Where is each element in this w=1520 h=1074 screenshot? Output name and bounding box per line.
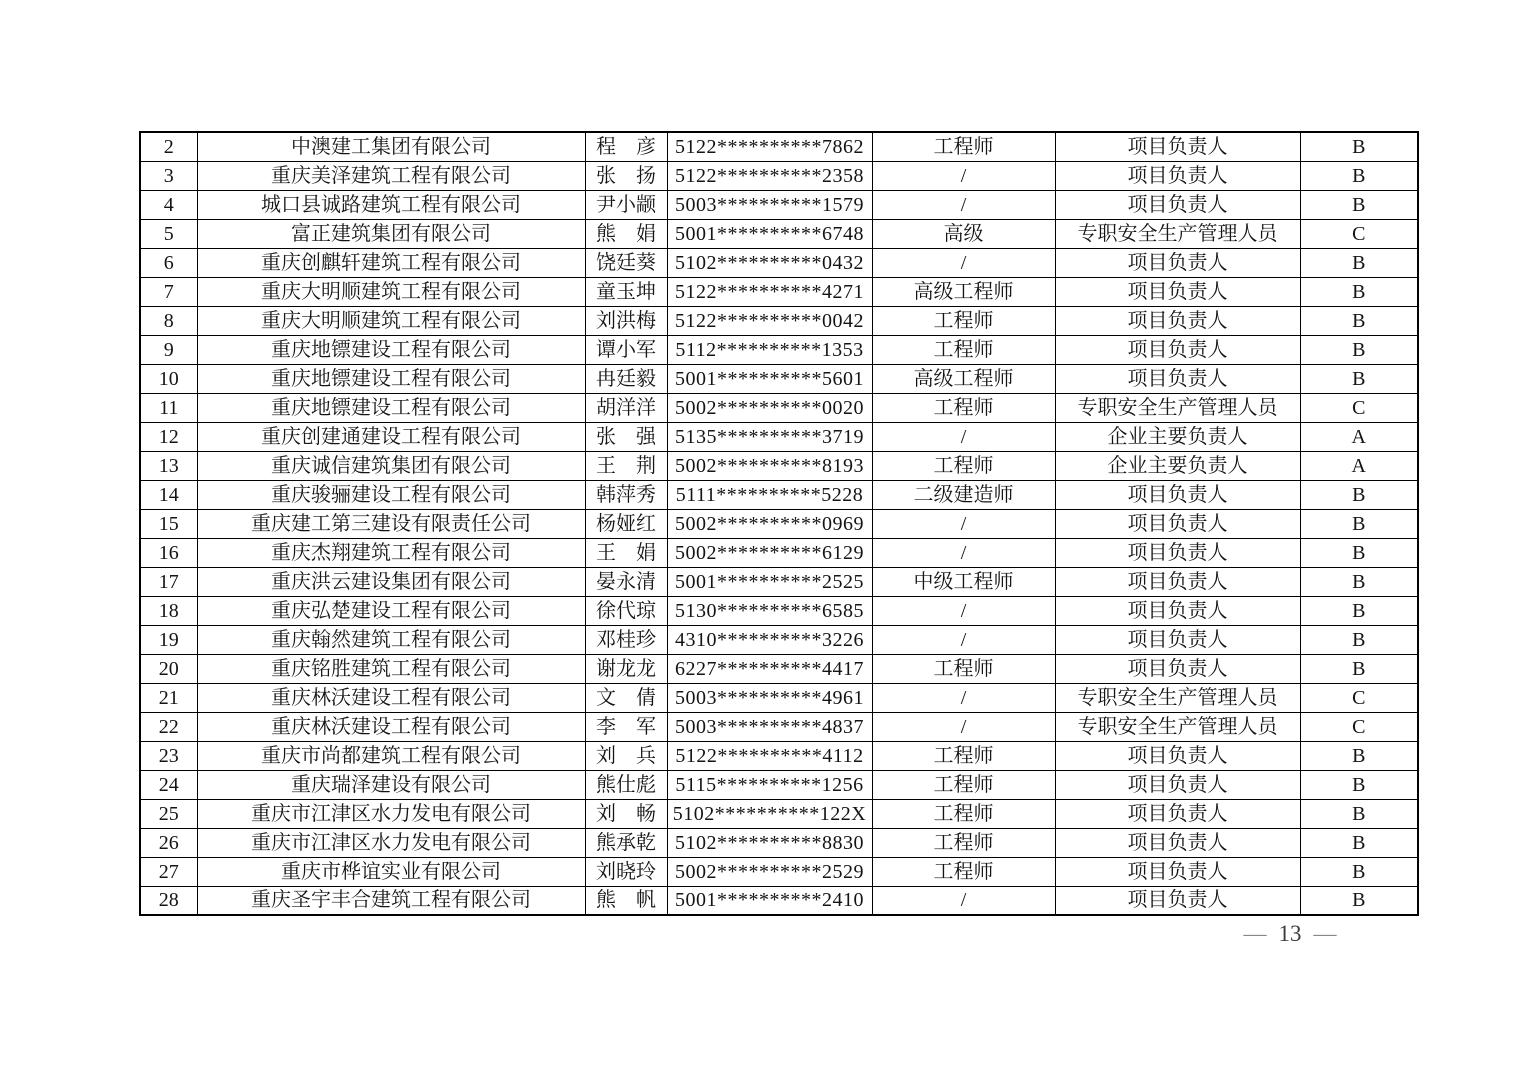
cell-role: 项目负责人 — [1055, 857, 1300, 886]
table-row — [140, 741, 1418, 770]
cell-grade: B — [1300, 567, 1418, 596]
cell-grade: B — [1300, 335, 1418, 364]
cell-grade: B — [1300, 277, 1418, 306]
footer-dash-left: — — [1243, 921, 1267, 946]
cell-company-name: 重庆创麒轩建筑工程有限公司 — [197, 248, 585, 277]
cell-person-name: 徐代琼 — [585, 596, 667, 625]
cell-row-number: 27 — [140, 857, 197, 886]
personnel-roster-table — [139, 131, 1419, 916]
table-row — [140, 277, 1418, 306]
cell-row-number: 6 — [140, 248, 197, 277]
cell-person-name: 晏永清 — [585, 567, 667, 596]
cell-professional-title: 工程师 — [872, 799, 1055, 828]
cell-role: 项目负责人 — [1055, 248, 1300, 277]
cell-id-number-masked: 5002**********0969 — [667, 509, 872, 538]
cell-role: 项目负责人 — [1055, 654, 1300, 683]
cell-id-number-masked: 5003**********4961 — [667, 683, 872, 712]
cell-row-number: 12 — [140, 422, 197, 451]
cell-id-number-masked: 5102**********8830 — [667, 828, 872, 857]
cell-grade: B — [1300, 248, 1418, 277]
cell-role: 专职安全生产管理人员 — [1055, 712, 1300, 741]
cell-grade: B — [1300, 132, 1418, 161]
cell-professional-title: / — [872, 248, 1055, 277]
cell-grade: B — [1300, 625, 1418, 654]
cell-row-number: 13 — [140, 451, 197, 480]
cell-role: 项目负责人 — [1055, 625, 1300, 654]
cell-grade: C — [1300, 712, 1418, 741]
cell-person-name: 刘 畅 — [585, 799, 667, 828]
cell-professional-title: 工程师 — [872, 132, 1055, 161]
cell-company-name: 重庆大明顺建筑工程有限公司 — [197, 306, 585, 335]
table-row — [140, 712, 1418, 741]
cell-company-name: 重庆瑞泽建设有限公司 — [197, 770, 585, 799]
table-row — [140, 770, 1418, 799]
table-row — [140, 683, 1418, 712]
cell-professional-title: 工程师 — [872, 741, 1055, 770]
cell-role: 项目负责人 — [1055, 770, 1300, 799]
cell-id-number-masked: 5102**********122X — [667, 799, 872, 828]
cell-person-name: 程 彦 — [585, 132, 667, 161]
cell-role: 项目负责人 — [1055, 277, 1300, 306]
cell-role: 项目负责人 — [1055, 567, 1300, 596]
cell-company-name: 重庆杰翔建筑工程有限公司 — [197, 538, 585, 567]
cell-id-number-masked: 5003**********4837 — [667, 712, 872, 741]
cell-company-name: 重庆林沃建设工程有限公司 — [197, 712, 585, 741]
table-row — [140, 625, 1418, 654]
cell-professional-title: 工程师 — [872, 770, 1055, 799]
cell-company-name: 城口县诚路建筑工程有限公司 — [197, 190, 585, 219]
cell-id-number-masked: 5122**********4112 — [667, 741, 872, 770]
cell-id-number-masked: 5102**********0432 — [667, 248, 872, 277]
cell-id-number-masked: 5001**********6748 — [667, 219, 872, 248]
cell-id-number-masked: 5002**********8193 — [667, 451, 872, 480]
cell-professional-title: / — [872, 190, 1055, 219]
cell-id-number-masked: 5112**********1353 — [667, 335, 872, 364]
cell-professional-title: 工程师 — [872, 857, 1055, 886]
cell-professional-title: 二级建造师 — [872, 480, 1055, 509]
cell-company-name: 重庆翰然建筑工程有限公司 — [197, 625, 585, 654]
cell-id-number-masked: 5003**********1579 — [667, 190, 872, 219]
cell-role: 项目负责人 — [1055, 509, 1300, 538]
cell-company-name: 重庆铭胜建筑工程有限公司 — [197, 654, 585, 683]
cell-company-name: 重庆建工第三建设有限责任公司 — [197, 509, 585, 538]
cell-role: 项目负责人 — [1055, 480, 1300, 509]
cell-row-number: 9 — [140, 335, 197, 364]
cell-role: 专职安全生产管理人员 — [1055, 393, 1300, 422]
cell-row-number: 18 — [140, 596, 197, 625]
cell-grade: B — [1300, 306, 1418, 335]
cell-company-name: 重庆弘楚建设工程有限公司 — [197, 596, 585, 625]
cell-professional-title: / — [872, 422, 1055, 451]
cell-company-name: 重庆市尚都建筑工程有限公司 — [197, 741, 585, 770]
cell-role: 项目负责人 — [1055, 828, 1300, 857]
table-row — [140, 828, 1418, 857]
cell-row-number: 10 — [140, 364, 197, 393]
cell-professional-title: / — [872, 538, 1055, 567]
cell-professional-title: 高级工程师 — [872, 277, 1055, 306]
cell-role: 项目负责人 — [1055, 799, 1300, 828]
cell-person-name: 刘洪梅 — [585, 306, 667, 335]
cell-grade: B — [1300, 364, 1418, 393]
cell-row-number: 2 — [140, 132, 197, 161]
cell-grade: B — [1300, 741, 1418, 770]
cell-person-name: 王 荆 — [585, 451, 667, 480]
cell-row-number: 24 — [140, 770, 197, 799]
cell-role: 项目负责人 — [1055, 306, 1300, 335]
cell-row-number: 28 — [140, 886, 197, 915]
cell-company-name: 重庆诚信建筑集团有限公司 — [197, 451, 585, 480]
footer-page-number: 13 — [1278, 921, 1302, 946]
cell-id-number-masked: 5122**********7862 — [667, 132, 872, 161]
cell-professional-title: 高级 — [872, 219, 1055, 248]
footer-dash-right: — — [1313, 921, 1337, 946]
cell-person-name: 熊仕彪 — [585, 770, 667, 799]
cell-person-name: 尹小颛 — [585, 190, 667, 219]
cell-id-number-masked: 5122**********4271 — [667, 277, 872, 306]
cell-grade: B — [1300, 799, 1418, 828]
cell-id-number-masked: 5111**********5228 — [667, 480, 872, 509]
cell-grade: B — [1300, 538, 1418, 567]
cell-role: 项目负责人 — [1055, 190, 1300, 219]
cell-row-number: 7 — [140, 277, 197, 306]
cell-company-name: 重庆林沃建设工程有限公司 — [197, 683, 585, 712]
table-row — [140, 451, 1418, 480]
table-row — [140, 393, 1418, 422]
cell-row-number: 19 — [140, 625, 197, 654]
cell-role: 企业主要负责人 — [1055, 451, 1300, 480]
cell-row-number: 16 — [140, 538, 197, 567]
cell-professional-title: 工程师 — [872, 335, 1055, 364]
table-row — [140, 335, 1418, 364]
cell-row-number: 14 — [140, 480, 197, 509]
cell-role: 项目负责人 — [1055, 538, 1300, 567]
cell-professional-title: 工程师 — [872, 306, 1055, 335]
cell-role: 项目负责人 — [1055, 161, 1300, 190]
cell-id-number-masked: 5115**********1256 — [667, 770, 872, 799]
cell-grade: B — [1300, 857, 1418, 886]
cell-company-name: 重庆地镖建设工程有限公司 — [197, 393, 585, 422]
cell-role: 项目负责人 — [1055, 886, 1300, 915]
cell-company-name: 重庆市桦谊实业有限公司 — [197, 857, 585, 886]
cell-person-name: 熊 娟 — [585, 219, 667, 248]
cell-grade: A — [1300, 451, 1418, 480]
cell-professional-title: 工程师 — [872, 451, 1055, 480]
cell-grade: B — [1300, 190, 1418, 219]
cell-person-name: 王 娟 — [585, 538, 667, 567]
cell-professional-title: / — [872, 683, 1055, 712]
cell-grade: B — [1300, 480, 1418, 509]
cell-person-name: 杨娅红 — [585, 509, 667, 538]
cell-professional-title: / — [872, 596, 1055, 625]
cell-row-number: 22 — [140, 712, 197, 741]
cell-id-number-masked: 5135**********3719 — [667, 422, 872, 451]
cell-row-number: 17 — [140, 567, 197, 596]
cell-grade: C — [1300, 219, 1418, 248]
table-row — [140, 654, 1418, 683]
cell-role: 企业主要负责人 — [1055, 422, 1300, 451]
cell-grade: B — [1300, 596, 1418, 625]
cell-professional-title: / — [872, 712, 1055, 741]
cell-company-name: 重庆骏骊建设工程有限公司 — [197, 480, 585, 509]
cell-role: 项目负责人 — [1055, 741, 1300, 770]
cell-person-name: 谢龙龙 — [585, 654, 667, 683]
cell-person-name: 胡洋洋 — [585, 393, 667, 422]
cell-person-name: 邓桂珍 — [585, 625, 667, 654]
cell-row-number: 15 — [140, 509, 197, 538]
cell-professional-title: / — [872, 625, 1055, 654]
cell-company-name: 富正建筑集团有限公司 — [197, 219, 585, 248]
cell-grade: B — [1300, 161, 1418, 190]
table-body — [140, 132, 1418, 915]
table-row — [140, 364, 1418, 393]
cell-company-name: 重庆美泽建筑工程有限公司 — [197, 161, 585, 190]
cell-company-name: 重庆市江津区水力发电有限公司 — [197, 828, 585, 857]
cell-role: 专职安全生产管理人员 — [1055, 683, 1300, 712]
cell-grade: A — [1300, 422, 1418, 451]
table-row — [140, 509, 1418, 538]
cell-id-number-masked: 5122**********2358 — [667, 161, 872, 190]
table-row — [140, 248, 1418, 277]
cell-person-name: 文 倩 — [585, 683, 667, 712]
cell-grade: C — [1300, 393, 1418, 422]
cell-id-number-masked: 5001**********2410 — [667, 886, 872, 915]
cell-grade: B — [1300, 828, 1418, 857]
cell-professional-title: 工程师 — [872, 828, 1055, 857]
cell-grade: B — [1300, 654, 1418, 683]
cell-person-name: 张 强 — [585, 422, 667, 451]
table-row — [140, 596, 1418, 625]
cell-id-number-masked: 5001**********5601 — [667, 364, 872, 393]
cell-role: 项目负责人 — [1055, 596, 1300, 625]
cell-company-name: 重庆洪云建设集团有限公司 — [197, 567, 585, 596]
cell-row-number: 20 — [140, 654, 197, 683]
cell-professional-title: 工程师 — [872, 393, 1055, 422]
cell-company-name: 重庆创建通建设工程有限公司 — [197, 422, 585, 451]
cell-professional-title: 中级工程师 — [872, 567, 1055, 596]
table-row — [140, 161, 1418, 190]
cell-grade: B — [1300, 770, 1418, 799]
cell-id-number-masked: 5002**********0020 — [667, 393, 872, 422]
cell-role: 项目负责人 — [1055, 364, 1300, 393]
cell-id-number-masked: 6227**********4417 — [667, 654, 872, 683]
cell-role: 项目负责人 — [1055, 132, 1300, 161]
cell-row-number: 25 — [140, 799, 197, 828]
cell-id-number-masked: 5130**********6585 — [667, 596, 872, 625]
cell-company-name: 重庆市江津区水力发电有限公司 — [197, 799, 585, 828]
cell-id-number-masked: 5001**********2525 — [667, 567, 872, 596]
cell-id-number-masked: 4310**********3226 — [667, 625, 872, 654]
cell-person-name: 饶廷葵 — [585, 248, 667, 277]
cell-person-name: 谭小军 — [585, 335, 667, 364]
cell-row-number: 26 — [140, 828, 197, 857]
cell-professional-title: / — [872, 509, 1055, 538]
cell-row-number: 23 — [140, 741, 197, 770]
table-row — [140, 306, 1418, 335]
cell-person-name: 熊承乾 — [585, 828, 667, 857]
cell-professional-title: / — [872, 886, 1055, 915]
cell-row-number: 4 — [140, 190, 197, 219]
cell-professional-title: / — [872, 161, 1055, 190]
page-footer — [1225, 921, 1355, 947]
cell-company-name: 重庆大明顺建筑工程有限公司 — [197, 277, 585, 306]
cell-grade: B — [1300, 509, 1418, 538]
table-row — [140, 538, 1418, 567]
cell-role: 专职安全生产管理人员 — [1055, 219, 1300, 248]
table-row — [140, 886, 1418, 915]
cell-row-number: 5 — [140, 219, 197, 248]
cell-company-name: 中澳建工集团有限公司 — [197, 132, 585, 161]
cell-id-number-masked: 5122**********0042 — [667, 306, 872, 335]
cell-company-name: 重庆地镖建设工程有限公司 — [197, 364, 585, 393]
cell-person-name: 李 军 — [585, 712, 667, 741]
cell-id-number-masked: 5002**********6129 — [667, 538, 872, 567]
cell-person-name: 刘晓玲 — [585, 857, 667, 886]
table-row — [140, 480, 1418, 509]
cell-row-number: 11 — [140, 393, 197, 422]
cell-grade: B — [1300, 886, 1418, 915]
cell-person-name: 韩萍秀 — [585, 480, 667, 509]
table-row — [140, 422, 1418, 451]
table-row — [140, 799, 1418, 828]
table-row — [140, 219, 1418, 248]
table-row — [140, 567, 1418, 596]
table-row — [140, 857, 1418, 886]
cell-row-number: 3 — [140, 161, 197, 190]
cell-row-number: 21 — [140, 683, 197, 712]
cell-role: 项目负责人 — [1055, 335, 1300, 364]
cell-professional-title: 工程师 — [872, 654, 1055, 683]
cell-grade: C — [1300, 683, 1418, 712]
cell-professional-title: 高级工程师 — [872, 364, 1055, 393]
cell-company-name: 重庆地镖建设工程有限公司 — [197, 335, 585, 364]
table-row — [140, 132, 1418, 161]
cell-company-name: 重庆圣宇丰合建筑工程有限公司 — [197, 886, 585, 915]
cell-id-number-masked: 5002**********2529 — [667, 857, 872, 886]
cell-row-number: 8 — [140, 306, 197, 335]
cell-person-name: 冉廷毅 — [585, 364, 667, 393]
cell-person-name: 童玉坤 — [585, 277, 667, 306]
table-row — [140, 190, 1418, 219]
cell-person-name: 刘 兵 — [585, 741, 667, 770]
cell-person-name: 熊 帆 — [585, 886, 667, 915]
cell-person-name: 张 扬 — [585, 161, 667, 190]
